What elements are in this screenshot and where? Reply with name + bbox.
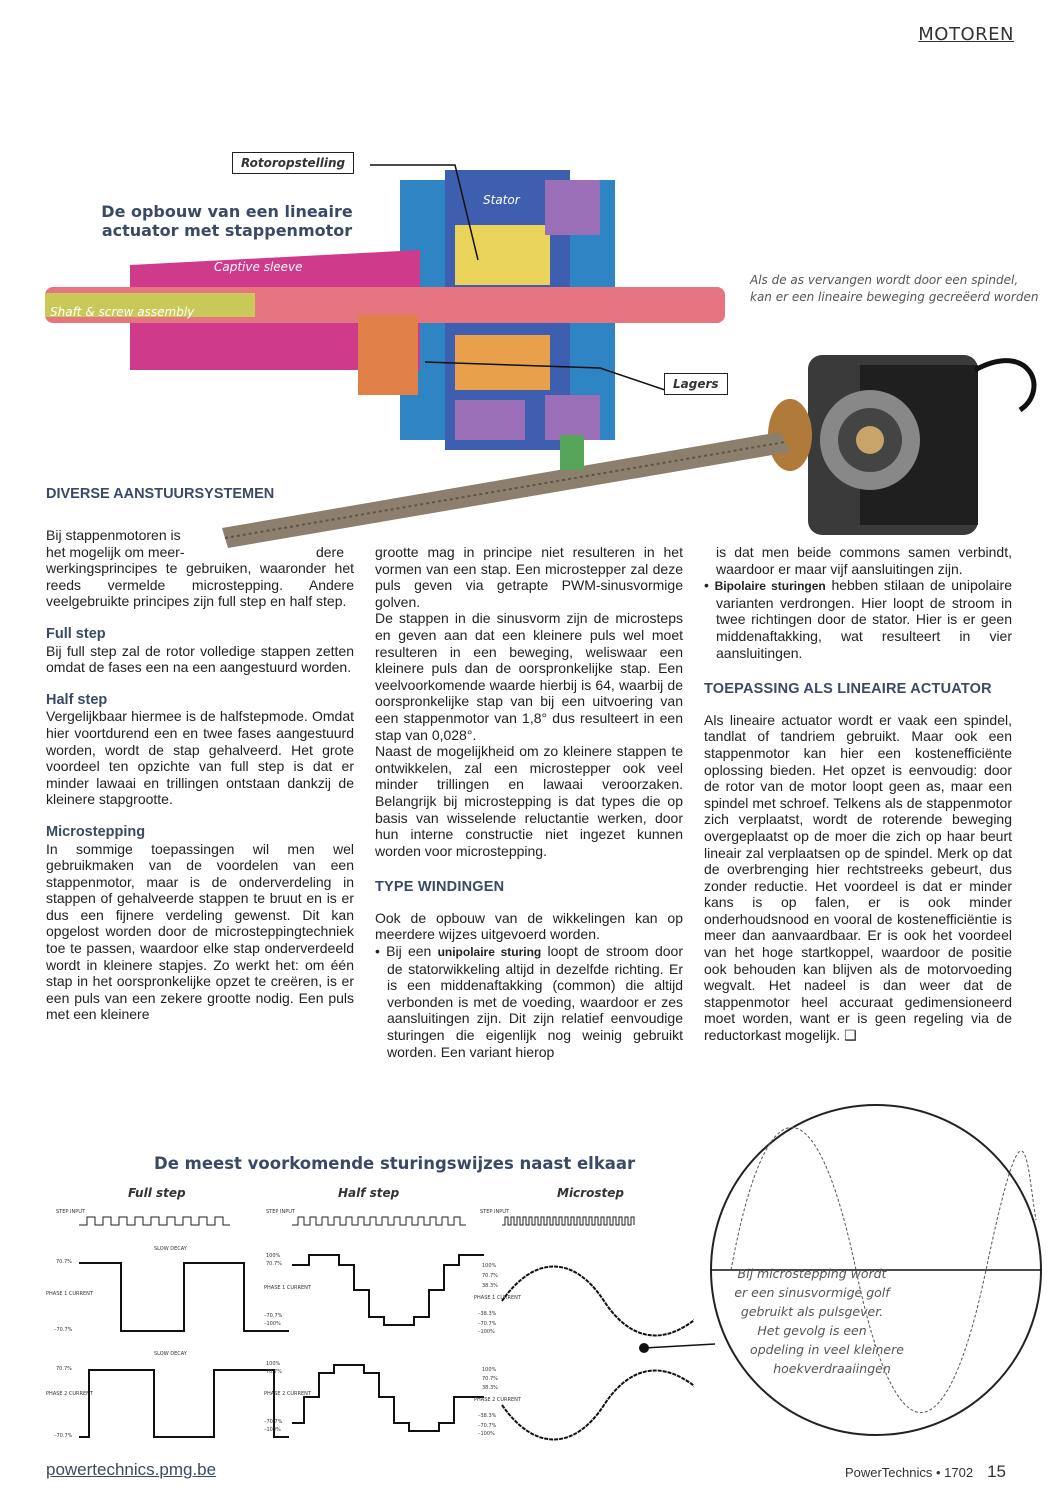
bullet-unipolair (375, 943, 683, 1060)
figure3-caption-line5: opdeling in veel kleinere (750, 1342, 904, 1357)
end-mark-icon: ❑ (844, 1027, 857, 1044)
col1-intro-a: Bij stappenmotoren is (46, 527, 181, 543)
microstep-phase2-label: PHASE 2 CURRENT (474, 1397, 521, 1403)
microstep-p1-707: 70.7% (482, 1273, 498, 1279)
col3-paragraph-2-text: Als lineaire actuator wordt er vaak een spindel, tandlat of tandriem gebruikt. Maar ook een stappenmotor kan hier een kostenefficiënte oplossing bieden. Het opzet is eenvoudig: door de rotor van de motor loopt geen as, maar een spindel met schroef. Telkens als de stappenmotor zich verplaatst, wordt de roterende beweging overgeplaatst op de moer die zich op haar beurt lineair zal verplaatsen op de spindel. Merk op dat de overbrenging hier rechtstreeks gebeurt, dus zonder reductie. Het voordeel is dat er minder kans is op falen, er is ook minder onderhoudsnood en vooral de kostenefficiëntie is meer dan aanvaardbaar. Er is ook het voordeel van het hoge startkoppel, waardoor de positie ook behouden kan blijven als de motorvoeding wegvalt. Het nadeel is dan weer dat de stappenmotor heel accuraat gedimensioneerd moet worden, want er is geen regeling via de reductorkast mogelijk. (704, 711, 1012, 1044)
halfstep-diagram-label: Half step (338, 1186, 400, 1200)
microstep-step-input-label: STEP INPUT (480, 1209, 509, 1215)
page-number: 15 (987, 1462, 1006, 1481)
figure1-title-line2: actuator met stappenmotor (101, 221, 353, 240)
halfstep-p1-m707: –70.7% (264, 1313, 283, 1319)
spacer (636, 1475, 637, 1476)
section-tag: MOTOREN (918, 24, 1014, 45)
end-cap-bottom-left (455, 400, 525, 440)
halfstep-p1-m100: –100% (264, 1321, 281, 1327)
figure1-title (96, 202, 358, 240)
halfstep-p1-100: 100% (266, 1253, 281, 1259)
halfstep-phase2-label: PHASE 2 CURRENT (264, 1391, 311, 1397)
microstep-phase1-wave (502, 1267, 694, 1336)
fullstep-heading: Full step (46, 625, 106, 642)
halfstep-p2-m707: –70.7% (264, 1419, 283, 1425)
bullet-bipolair (704, 577, 1012, 661)
fullstep-slow-decay-2: SLOW DECAY (154, 1351, 187, 1357)
fullstep-text: Bij full step zal de rotor volledige stappen zetten omdat de fases een na een aangestuurd worden. (46, 642, 354, 676)
fullstep-p2-level-low: –70.7% (54, 1433, 73, 1439)
timing-diagrams (44, 1205, 694, 1445)
halfstep-phase1-wave (292, 1255, 484, 1325)
footer-url-link[interactable]: powertechnics.pmg.be (46, 1460, 217, 1479)
figure3-caption-line6: hoekverdraaiingen (773, 1361, 891, 1376)
fullstep-diagram (46, 1209, 289, 1439)
label-shaft: Shaft & screw assembly (50, 305, 195, 319)
bullet1-text: loopt de stroom door de statorwikkeling altijd in dezelfde richting. Er is een middenaftakking (common) die altijd verbonden is met de voeding, waardoor er zes aansluitingen zijn. Dit zijn relatief eenvoudige sturingen die eigenlijk nog weinig gebruikt worden. Een variant hierop (387, 943, 683, 1060)
microstep-p1-m707: –70.7% (478, 1321, 497, 1327)
halfstep-phase1-label: PHASE 1 CURRENT (264, 1285, 311, 1291)
bullet2-text: hebben stilaan de unipolaire varianten verdrongen. Hier loopt de stroom in twee richtingen door de stator. Hier is er geen middenaftakking, wat resulteert in vier aansluitingen. (716, 577, 1012, 661)
halfstep-heading: Half step (46, 691, 108, 708)
microstep-p2-383: 38.3% (482, 1385, 498, 1391)
motor-cable (975, 361, 1034, 410)
rotor-top (455, 225, 550, 285)
windings-list-continued (704, 577, 1012, 661)
microstep-diagram-label: Microstep (557, 1186, 624, 1200)
column-2 (375, 544, 683, 1060)
microstepping-heading: Microstepping (46, 823, 146, 840)
microstep-p1-100: 100% (482, 1263, 497, 1269)
col1-intro-b: het mogelijk om meer- (46, 543, 185, 560)
fullstep-phase1-label: PHASE 1 CURRENT (46, 1291, 93, 1297)
microstep-p1-m100: –100% (478, 1329, 495, 1335)
windings-list (375, 943, 683, 1060)
footer-meta (845, 1462, 1006, 1482)
col3-paragraph-2 (704, 712, 1012, 1044)
microstep-p2-m383: –38.3% (478, 1413, 497, 1419)
wires (560, 435, 584, 470)
halfstep-phase2-wave (292, 1365, 484, 1431)
microstep-diagram (474, 1209, 694, 1440)
fullstep-step-input-label: STEP INPUT (56, 1209, 85, 1215)
fullstep-step-input-wave (79, 1217, 230, 1225)
microstep-p1-m383: –38.3% (478, 1311, 497, 1317)
col2-paragraph-2: De stappen in die sinusvorm zijn de microsteps en geven aan dat een kleinere puls wel moet resulteren in een beweging, weliswaar een kleinere puls dan de oorspronkelijke stap. Een veelvoorkomende waarde hierbij is 64, waarbij de oorspronkelijke stap van bij een uitvoering van een stappenmotor van 1,8° dus resulteert in een stap van 0,028°. (375, 610, 683, 743)
col2-paragraph-4: Ook de opbouw van de wikkelingen kan op meerdere wijzes uitgevoerd worden. (375, 909, 683, 943)
halfstep-text: Vergelijkbaar hiermee is de halfstepmode. Omdat hier voortdurend een en twee fases aangestuurd worden, wordt de stap gehalveerd. Het grote voordeel ten opzichte van full step is dat er minder lawaai en trillingen ontstaan dankzij de kleinere stapgrootte. (46, 708, 354, 808)
halfstep-p2-m100: –100% (264, 1427, 281, 1433)
col1-intro-rest: werkingsprincipes te gebruiken, waaronder het reeds vermelde microstepping. Andere veelgebruikte principes zijn full step en half step. (46, 560, 354, 610)
fullstep-phase1-wave (79, 1263, 289, 1331)
microstep-p2-707: 70.7% (482, 1376, 498, 1382)
fullstep-phase2-wave (79, 1370, 289, 1437)
figure1-caption (750, 272, 1040, 306)
bullet1-bold: unipolaire sturing (437, 945, 542, 960)
microstep-step-input-wave (502, 1217, 634, 1225)
zoom-pointer (630, 1340, 720, 1370)
figure3-caption (712, 1264, 912, 1378)
bullet2-bold: Bipolaire sturingen (714, 579, 826, 594)
col1-intro-c: dere (315, 543, 344, 560)
halfstep-step-input-wave (292, 1217, 466, 1225)
column-1 (46, 527, 354, 1023)
label-captive-sleeve: Captive sleeve (214, 260, 303, 274)
col2-paragraph-3: Naast de mogelijkheid om zo kleinere stappen te ontwikkelen, zal een microstepper ook veel minder trillingen en lawaai veroorzaken. Belangrijk bij microstepping is dat types die op basis van wisselende reluctantie werken, door hun interne constructie niet ingezet kunnen worden voor microstepping. (375, 743, 683, 859)
figure2-title: De meest voorkomende sturingswijzes naast elkaar (154, 1154, 636, 1173)
figure3-caption-line4: Het gevolg is een (757, 1323, 867, 1338)
fullstep-p1-level-high: 70.7% (56, 1259, 72, 1265)
microstep-p2-m100: –100% (478, 1431, 495, 1437)
label-stator: Stator (483, 193, 520, 207)
end-cap-top (545, 180, 600, 235)
microstep-p1-383: 38.3% (482, 1283, 498, 1289)
footer-magazine: PowerTechnics • 1702 (844, 1465, 974, 1480)
microstep-phase1-label: PHASE 1 CURRENT (474, 1295, 521, 1301)
label-lagers: Lagers (664, 373, 728, 395)
section-heading-aanstuursystemen: DIVERSE AANSTUURSYSTEMEN (46, 486, 275, 502)
col2-paragraph-1: grootte mag in principe niet resulteren in het vormen van een stap. Een microstepper zal deze puls geven via getrapte PWM-sinusvormige golven. (375, 544, 683, 610)
fullstep-diagram-label: Full step (128, 1186, 186, 1200)
sleeve-collar (358, 315, 418, 395)
label-rotoropstelling: Rotoropstelling (232, 152, 354, 174)
rotor-bottom (455, 335, 550, 390)
microstepping-text: In sommige toepassingen wil men wel gebruikmaken van de voordelen van een stappenmotor, maar is de onderverdeling in stappen of gehalveerde stappen te bruut en is er dus een fijnere verdeling gewenst. Dit kan opgelost worden door de microsteppingtechniek toe te passen, waardoor elke stap onderverdeeld wordt in kleinere stapjes. Zo werkt het: om één stap in het oorspronkelijke opzet te creëren, is er een puls van een zekere grootte nodig. Een puls met een kleinere (46, 840, 354, 1023)
figure1-caption-line2: kan er een lineaire beweging gecreëerd worden (750, 290, 1039, 304)
bullet1-prefix: • Bij een (375, 943, 438, 960)
fullstep-p2-level-high: 70.7% (56, 1366, 72, 1372)
col3-paragraph-1: is dat men beide commons samen verbindt, waardoor er maar vijf aansluitingen zijn. (716, 544, 1012, 577)
halfstep-p1-707: 70.7% (266, 1261, 282, 1267)
figure1-caption-line1: Als de as vervangen wordt door een spindel, (750, 273, 1019, 287)
microstep-p2-m707: –70.7% (478, 1423, 497, 1429)
fullstep-p1-level-low: –70.7% (54, 1327, 73, 1333)
zoom-pointer-line (644, 1344, 715, 1348)
figure3-caption-line3: gebruikt als pulsgever. (740, 1304, 884, 1319)
microstep-phase2-wave (502, 1371, 694, 1440)
motor-shaft (856, 426, 884, 454)
figure3-caption-line2: er een sinusvormige golf (734, 1285, 890, 1300)
figure1-title-line1: De opbouw van een lineaire (101, 202, 353, 221)
fullstep-phase2-label: PHASE 2 CURRENT (46, 1391, 93, 1397)
end-cap-bottom (545, 395, 600, 440)
bullet2-prefix: • (704, 577, 715, 594)
halfstep-diagram (264, 1209, 484, 1433)
col1-intro-line2 (46, 544, 354, 561)
fullstep-slow-decay: SLOW DECAY (154, 1246, 187, 1252)
section-heading-type-windingen: TYPE WINDINGEN (375, 879, 505, 896)
section-heading-lineaire-actuator: TOEPASSING ALS LINEAIRE ACTUATOR (704, 681, 992, 698)
halfstep-p2-707: 70.7% (266, 1369, 282, 1375)
microstep-p2-100: 100% (482, 1367, 497, 1373)
column-3 (704, 544, 1012, 1044)
halfstep-p2-100: 100% (266, 1361, 281, 1367)
figure3-caption-line1: Bij microstepping wordt (737, 1266, 887, 1281)
halfstep-step-input-label: STEP INPUT (266, 1209, 295, 1215)
